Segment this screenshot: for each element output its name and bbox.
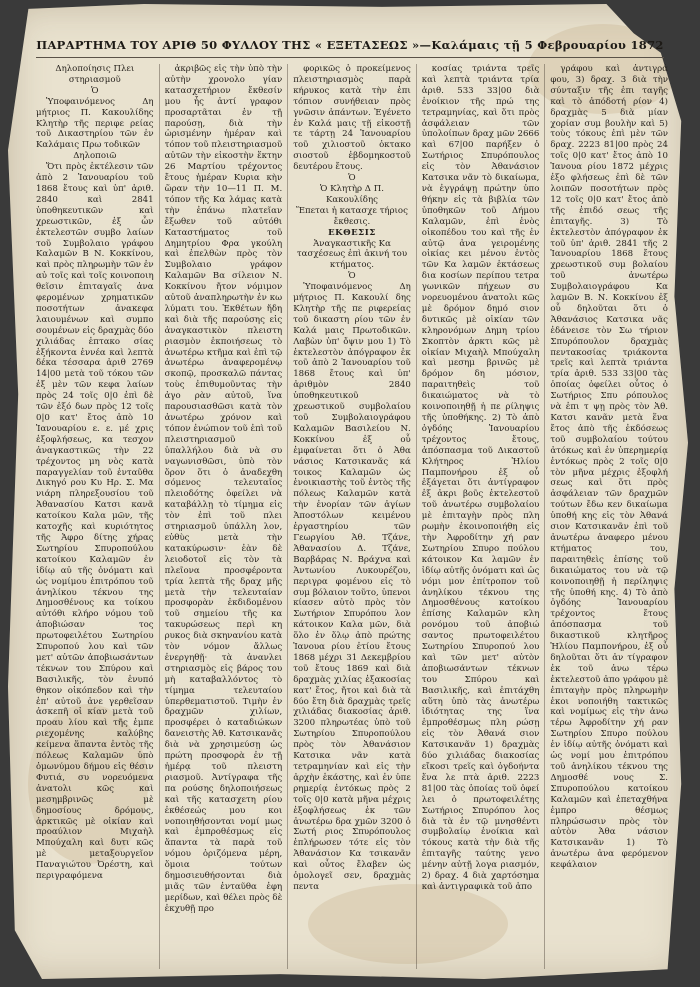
paragraph: κοσίας τριάντα τρεῖς καὶ λεπτὰ τριάντα τρία ἀριθ. 533 33|00 διὰ ἐνοίκιον τῆς πρώ της τετραμηνίας, καὶ ὅτι πρὸς ἀσφάλειαν τῶν ὑπολοίπων δραχ μῶν 2666 καὶ 67|00 παρήξεν ὁ Σωτήριος Σπυρόπουλος εἰς τὸν Ἀθανάσιον Κατσικα νᾶν τὸ δικαίωμα, νὰ ἐγγράψῃ πρώτην ὑπο θήκην εἰς τὰ βιβλία τῶν ὑποθηκῶν τοῦ Δήμου Καλαμῶν, ἐπὶ ἑνὸς οἰκοπέδου του καὶ τῆς ἐν αὐτῷ ἀνα γειρομένης οἰκίας κει μένου ἐντὸς τῶν Κα λαμῶν ἐκτάσεως δια κοσίων περίπου τετρα γωνικῶν πήχεων συ νορευομένου ἀνατολι κῶς μὲ δρόμον δημό σιον δυτικῶς μὲ οἰκίαν τῶν κληρονόμων Δημη τρίου Σκοπτὸν ἀρκτι κῶς μὲ οἰκίαν Μιχαὴλ Μπούχαλη καὶ μεσημ βρινῶς μὲ δρόμον δη μόσιον, παραιτηθεὶς τοῦ δικαιώματος νὰ τὸ κοινοποιηθῇ ἡ πε ρίληψις τῆς ὑποθήκης. 2) Τὸ ἀπὸ ὀγδόης Ἰανουαρίου τρέχοντος ἔτους, ἀπόσπασμα τοῦ Δικαστοῦ Κλήτηρος Ἡλίου Παμπονήρου ἐξ οὗ ἐξάγεται ὅτι ἀντίγραφον ἐξ ἀκρι βοῦς ἐκτελεστοῦ τοῦ ἀνωτέρω συμβολαίου μὲ ἐπιταγὴν πρὸς πλη ρωμὴν ἐκοινοποιήθη εἰς τὴν Ἀφροδίτην χή ραν Σωτηρίου Σπυρο πούλου κάτοικον Κα λαμῶν ἐν ἰδίῳ αὐτῆς ὀνόματι καὶ ὡς νόμι μον ἐπίτροπον τοῦ ἀνηλίκου τέκνου της Δημοσθένους κατοίκου ἐπίσης Καλαμῶν κλη ρονόμου τοῦ ἀποβιώ σαντος πρωτοφειλέτου Σωτηρίου Σπυροπού λου καὶ τῶν μετ' αὐτὸν ἀποβιωσάντων τέκνων του Σπύρου καὶ Βασιλικῆς, καὶ ἐπιτάχθη αὕτη ὑπὸ τὰς ἀνωτέρω ἰδιότητας της ἵνα ἐμπροθέσμως πλη ρώσῃ εἰς τὸν Ἀθανά σιον Κατσικανᾶν 1) δραχμὰς δύο χιλιάδας διακοσίας εἴκοσι τρεῖς καὶ ὀγδοήντα ἕνα λε πτὰ ἀριθ. 2223 81|00 τὰς ὁποίας τοῦ ὀφεί λει ὁ πρωτοφειλέτης Σωτήριος Σπυρόπου λος διὰ τὰ ἐν τῷ μνησθέντι συμβολαίῳ ἐνοίκια καὶ τόκους κατὰ τὴν διὰ τῆς ἐπιταγῆς ταύτης γενο μένην αὐτῇ λογα ριασμόν, 2) δραχ. 4 διὰ χαρτόσημα καὶ ἀντιγραφικὰ τοῦ ἀπο	[421, 64, 540, 892]
paragraph: ἀκριβῶς εἰς τὴν ὑπὸ τὴν αὐτὴν χρονολο γίαν κατασχετήριον ἔκθεσίν μου ἧς ἀντί γραφον προσαρτᾶται ἐν τῇ παρούσῃ, διὰ τὴν ὡρισμένην ἡμέραν καὶ τόπον τοῦ πλειστηριασμοῦ αὐτῶν τὴν εἰκοστὴν ἕκτην 26 Μαρτίου τρέχοντος ἔτους ἡμέραν Κυρια κὴν ὥραν τὴν 10—11 Π. Μ. τόπον τῆς Κα λάμας κατὰ τὴν ἐπάνω πλατεῖαν ἔξωθεν τοῦ αὐτόθι Καταστήματος τοῦ Δημητρίου Φρα γκούλη καὶ ἐπελθὼν πρὸς τὸν Συμβολαιο γράφον Καλαμῶν Βα σίλειον Ν. Κοκκίνου ἤτον νόμιμον αὐτοῦ ἀναπληρωτὴν ἐν κω λύματι του. Ἐκθέτων ἤδη καὶ διὰ τῆς παρούσης εἰς ἀναγκαστικὸν πλειστη ριασμὸν ἐκποιήσεως τὸ ἀνωτέρω κτῆμα καὶ ἐπὶ τῷ ἀνωτέρω ἀναφερομένῳ σκοπῷ, προσκαλῶ πάντας τοὺς ἐπιθυμοῦντας τὴν ἀγο ρὰν αὐτοῦ, ἵνα παρουσιασθῶσι κατὰ τὸν ἀνωτέρω χρόνον καὶ τόπον ἐνώπιον τοῦ ἐπὶ τοῦ πλειστηριασμοῦ ὑπαλλήλου διὰ νὰ συ ναγωνισθῶσι, ὑπὸ τὸν ὅρον ὅτι ὁ ἀναδεχθη σόμενος τελευταῖος πλειοδότης ὀφείλει νὰ καταβάλλῃ τὸ τίμημα εἰς τὸν ἐπὶ τοῦ πλει στηριασμοῦ ὑπάλλη λον, εὐθὺς μετὰ τὴν κατακύρωσιν· ἐὰν δὲ λειοδοτοῖ εἰς τὸν τὰ πλεῖονα προσφέροντα τρία λεπτὰ τῆς δραχ μῆς μετὰ τὴν τελευταίαν προσφορὰν ἐκδιδομένου τοῦ σημείου τῆς κα τακυρώσεως περὶ κη ρυκος διὰ σκηνανίου κατὰ τὸν νόμον ἄλλως ἐνεργηθῇ· τὰ ἀνανλει στηριασμὸς εἰς βάρος του μὴ καταβαλλόντος τὸ τίμημα τελευταίου ὑπερθεματιστοῦ. Τιμὴν ἐν δραχμῶν χιλίων, προσφέρει ὁ καταδιώκων δανειστὴς Ἀθ. Κατσικανᾶς διὰ νὰ χρησιμεύσῃ ὡς πρώτη προσφορὰ ἐν τῇ ἡμέρᾳ τοῦ πλειστη ριασμοῦ. Ἀντίγραφα τῆς πα ρούσης δηλοποιήσεως καὶ τῆς κατασχετη ρίου ἐκθέσεώς μου κοι νοποιηθήσονται νομί μως καὶ ἐμπροθέσμως εἰς ἅπαντα τὰ παρὰ τοῦ νόμου ὁριζόμενα μέρη, ὅμοια τούτων δημοσιευθήσονται διὰ μιᾶς τῶν ἐνταῦθα ἐφη μερίδων, καὶ θέλει πρὸς δὲ ἐκχυθῇ προ	[164, 64, 283, 914]
article-columns	[36, 64, 668, 969]
paragraph: φορικῶς ὁ προκείμενος πλειστηριασμὸς παρὰ κήρυκος κατὰ τὴν ἐπι τόπιον συνήθειαν πρὸς γνῶσιν ἁπάντων. Ἐγένετο ἐν Καλά μαις τῇ εἰκοστῇ τε τάρτῃ 24 Ἰανουαρίου τοῦ χιλιοστοῦ ὀκτακο σιοστοῦ ἑβδομηκοστοῦ δευτέρου ἔτους.	[293, 64, 411, 173]
text-column-1	[36, 64, 154, 969]
header-rule	[36, 57, 664, 58]
text-column-2	[165, 64, 283, 969]
centered-line: Δηλοποίησις Πλει στηριασμοῦ	[55, 64, 135, 85]
centered-line: Ἀναγκαστικῆς Κα τασχέσεως ἐπὶ ἀκινή του κτήματος.	[296, 238, 408, 271]
page-title: ΠΑΡΑΡΤΗΜΑ ΤΟΥ ΑΡΙΘ 50 ΦΥΛΛΟΥ ΤΗΣ « ΕΞΕΤΑΣΕΩΣ »—Καλάμαις τῇ 5 Φεβρουαρίου 1872	[36, 38, 664, 52]
page-header	[30, 38, 670, 52]
centered-line: Ὁ	[91, 85, 99, 96]
paragraph: Ὅτι πρὸς ἐκτέλεσιν τῶν ἀπὸ 2 Ἰανουαρίου τοῦ 1868 ἔτους καὶ ὑπ' ἀριθ. 2840 καὶ 2841 ὑποθηκευτικῶν καὶ χρεωστικῶν, ἐξ ὧν ἐκτελεστῶν συμβο λαίων τοῦ Συμβολαιο γράφου Καλαμῶν Β Ν. Κοκκίνου, καὶ πρὸς πληρωμὴν τῶν ἐν αὐ τοῖς καὶ τοῖς κοινοποιη θεῖσιν ἐπιταγαῖς ἀνα φερομένων χρηματικῶν ποσοτήτων ἀνακεφα λαιουμένων καὶ συμπο σουμένων εἰς δραχμὰς δύο χιλιάδας ἑπτακο σίας ἑξήκοντα ἐννέα καὶ λεπτὰ δέκα τέσσαρα ἀριθ 2769 14|00 μετὰ τοῦ τόκου τῶν ἐξ μὲν τῶν κεφα λαίων πρὸς 24 τοῖς 0|0 ἐπὶ δὲ τῶν ἐξό δων πρὸς 12 τοῖς 0|0 κατ' ἔτος ἀπὸ 10 Ἰανουαρίου ε. ε. μέ χρις ἐξοφλήσεως, κα τεσχον ἀναγκαστικῶς τὴν 22 τρέχοντος μη νὸς κατὰ παραγγελίαν τοῦ ἐνταῦθα Δικηγό ρου Κυ Ηρ. Σ. Μα νιάρη πληρεξουσίου τοῦ Ἀθανασίου Κατσι κανᾶ κατοίκου Καλα μῶν, τῆς κατοχῆς καὶ κυριότητος τῆς Ἀφρο δίτης χήρας Σωτηρίου Σπυροπούλου κατοίκου Καλαμῶν ἐν ἰδίῳ αὐ τῆς ὀνόματι καὶ ὡς νομίμου ἐπιτρόπου τοῦ ἀνηλίκου τέκνου της Δημοσθένους κα τοίκου αὐτόθι κλήρο νόμου τοῦ ἀποβιώσαν τος πρωτοφειλέτου Σωτηρίου Σπυροπού λου καὶ τῶν μετ' αὐτῶν ἀποβιωσάντων τέκνων του Σπύρου καὶ Βασιλικῆς, τὸν ἑνυπό θηκον οἰκόπεδον καὶ τὴν ἐπ' αὐτοῦ ἀνε γερθεῖσαν ἀσκεπῆ οἰ κίαν μετὰ τοῦ προαυ λίου καὶ τῆς ἐμπε ριεχομένης καλύβης κείμενα ἅπαντα ἐντὸς τῆς πόλεως Καλαμῶν ὑπὸ ὁμωνύμου δήμου εἰς θέσιν Φυτιά, συ νορευόμενα ἀνατολι κῶς καὶ μεσημβρινῶς μὲ δημοσίους δρόμους, ἀρκτικῶς μὲ οἰκίαν καὶ προαύλιον Μιχαὴλ Μπούχαλη καὶ δυτι κῶς μὲ μεταξουργεῖον Παναγιώτου Ὀρέστη, καὶ περιγραφόμενα	[36, 162, 154, 882]
text-column-5	[550, 64, 668, 969]
centered-line: Ὁ	[348, 271, 356, 282]
centered-line: Ἕπεται ἡ κατασχε τήριος ἔκθεσις.	[296, 205, 408, 227]
centered-line: Ὁ Κλητὴρ Δ Π. Κακουλίδης	[319, 183, 384, 205]
column-divider	[544, 64, 545, 969]
centered-line: Ὁ	[348, 173, 356, 184]
paragraph: γράφου καὶ ἀντιγρά φου, 3) δραχ. 3 διὰ τὴν σύνταξιν τῆς ἐπι ταγῆς καὶ τὸ ἀπόδοτή ρίον 4) δραχμὰς 5 διὰ μίαν χορίαν συμ βουλὴν καὶ 5) τοὺς τόκους ἐπὶ μὲν τῶν δραχ. 2223 81|00 πρὸς 24 τοῖς 0|0 κατ' ἔτος ἀπὸ 10 Ἰανουα ρίου 1872 μέχρις ἐξο φλήσεως ἐπὶ δὲ τῶν λοιπῶν ποσοτήτων πρὸς 12 τοῖς 0|0 κατ' ἔτος ἀπὸ τῆς ἐπιδό σεως τῆς ἐπιταγῆς. 3) Τὸ ἐκτελεστὸν ἀπόγραφον ἐκ τοῦ ὑπ' ἀριθ. 2841 τῆς 2 Ἰανουαρίου 1868 ἔτους χρεωστικοῦ συμ βολαίου τοῦ ἀνωτέρω Συμβολαιογράφου Κα λαμῶν Β. Ν. Κοκκίνου ἐξ οὗ δηλοῦται ὅτι ὁ Ἀθανάσιος Κατσικα νᾶς ἐδάνεισε τὸν Σω τήριον Σπυρόπουλον δραχμὰς πεντακοσίας τριάκοντα τρεῖς καὶ λεπτὰ τριάντα τρία ἀριθ. 533 33|00 τὰς ὁποίας ὁφείλει οὗτος ὁ Σωτήριος Σπυ ρόπουλος νὰ ἐπι τ ψῃ πρὸς τὸν Ἀθ. Κατσι κανᾶν μετὰ ἕνα ἔτος ἀπὸ τῆς ἐκδόσεως τοῦ συμβολαίου τούτου ἀτόκως καὶ ἐν ὑπερημερίᾳ ἐντόκως πρὸς 2 τοῖς 0|0 τὸν μῆνα μέχρις ἐξοφλή σεως καὶ ὅτι πρὸς ἀσφάλειαν τῶν δραχμῶν τούτων ἔδω κεν δικαίωμα ὑποθή κης εἰς τὸν Ἀθανά σιον Κατσικανᾶν ἐπὶ τοῦ ἀνωτέρω ἀναφερο μένου κτήματος του, παραιτηθεὶς ἐπίσης τοῦ δικαιώματος του νὰ τῷ κοινοποιηθῇ ἡ περίληψις τῆς ὑποθή κης. 4) Τὸ ἀπὸ ὀγδόης Ἰανουαρίου τρέχοντος ἔτους ἀπόσπασμα τοῦ δικαστικοῦ κλητῆρος Ἡλίου Παμπονήρου, ἐξ οὗ δηλοῦται ὅτι ἀν τίγραφον ἐκ τοῦ ἀνω τέρω ἐκτελεστοῦ ἀπο γράφου μὲ ἐπιταγὴν πρὸς πληρωμὴν ἐκοι νοποιήθη τακτικῶς καὶ νομίμως εἰς τὴν ἀνω τέρω Ἀφροδίτην χή ραν Σωτηρίου Σπυρο πούλου ἐν ἰδίῳ αὐτῆς ὀνόματι καὶ ὡς νομί μου ἐπιτρόπου τοῦ ἀνηλίκου τέκνου της Δημοσθέ νους Σ. Σπυροπούλου κατοίκου Καλαμῶν καὶ ἐπεταχθήνα ἐμπρο θέσμως πληρώσωσιν πρὸς τὸν αὐτὸν Ἀθα νάσιον Κατσικανᾶν 1) Τὸ ἀνωτέρω ἀνα φερόμενον κεφάλαιον	[550, 64, 668, 871]
paragraph: Ὑποφαινόμενος Δη μήτριος Π. Κακουλί δης Κλητὴρ τῆς πε ριφερείας τοῦ δικαστη ρίου τῶν ἐν Καλά μαις Πρωτοδικῶν. Λαβὼν ὑπ' ὄψιν μου 1) Τὸ ἐκτελεστὸν ἀπόγραφον ἐκ τοῦ ἀπὸ 2 Ἰανουαρίου τοῦ 1868 ἔτους καὶ ὑπ' ἀριθμὸν 2840 ὑποθηκευτικοῦ χρεωστικοῦ συμβολαίου τοῦ Συμβολαιογράφου Καλαμῶν Βασιλείου Ν. Κοκκίνου ἐξ οὗ ἐμφαίνεται ὅτι ὁ Ἀθα νάσιος Κατσικανᾶς κά τοικος Καλαμῶν ὡς ἐνοικιαστὴς τοῦ ἐντὸς τῆς πόλεως Καλαμῶν κατὰ τὴν ἐνορίαν τῶν ἁγίων Ἀποστόλων κειμένου ἐργαστηρίου τῶν Γεωργίου Ἀθ. Τζάνε, Ἀθανασίου Δ. Τζάνε, Βαρβάρας Ν. Βράχνα καὶ Ἀντωνίου Λυκουρέζου, περιγρα φομένου εἰς τὸ συμ βόλαιον τοῦτο, ὑπενοι κίασεν αὐτὸ πρὸς τὸν Σωτήριον Σπυρόπου λον κάτοικον Καλα μῶν, διὰ ὅλο ἐν ὅλῳ ἀπὸ πρώτης Ἰανουα ρίου ἐτίου ἔτους 1868 μέχρι 31 Δεκεμβρίου τοῦ ἔτους 1869 καὶ διὰ δραχμὰς χιλίας ἑξακοσίας κατ' ἔτος, ἤτοι καὶ διὰ τὰ δύο ἔτη διὰ δραχμὰς τρεῖς χιλιάδας διακοσίας ἀριθ. 3200 πληρωτέας ὑπὸ τοῦ Σωτηρίου Σπυροπούλου πρὸς τὸν Ἀθανάσιον Κατσικα νᾶν κατὰ τετραμηνίαν καὶ εἰς τὴν ἀρχὴν ἑκάστης, καὶ ἐν ὑπε ρημερίᾳ ἐντόκως πρὸς 2 τοῖς 0|0 κατὰ μῆνα μέχρις ἐξοφλήσεως ἐκ τῶν ἀνωτέρω δρα χμῶν 3200 ὁ Σωτή ριος Σπυρόπουλος ἐπλήρωσεν τότε εἰς τὸν Ἀθανάσιον Κα τσικανᾶν καὶ οὗτος ἔλαβεν ὡς ὁμολογεῖ σεν, δραχμὰς πεντα	[293, 282, 411, 892]
centered-line: Δηλοποιῶ	[73, 151, 117, 162]
column-divider	[287, 64, 288, 969]
section-title: ΕΚΘΕΣΙΣ	[328, 227, 376, 238]
text-column-4	[422, 64, 540, 969]
text-column-3	[293, 64, 411, 969]
column-divider	[416, 64, 417, 969]
column-divider	[159, 64, 160, 969]
paragraph: Ὑποφαινόμενος Δη μήτριος Π. Κακουλίδης Κλητὴρ τῆς περιφε ρείας τοῦ Δικαστηρίου τῶν ἐν Καλάμαις Πρω τοδικῶν	[36, 96, 154, 151]
